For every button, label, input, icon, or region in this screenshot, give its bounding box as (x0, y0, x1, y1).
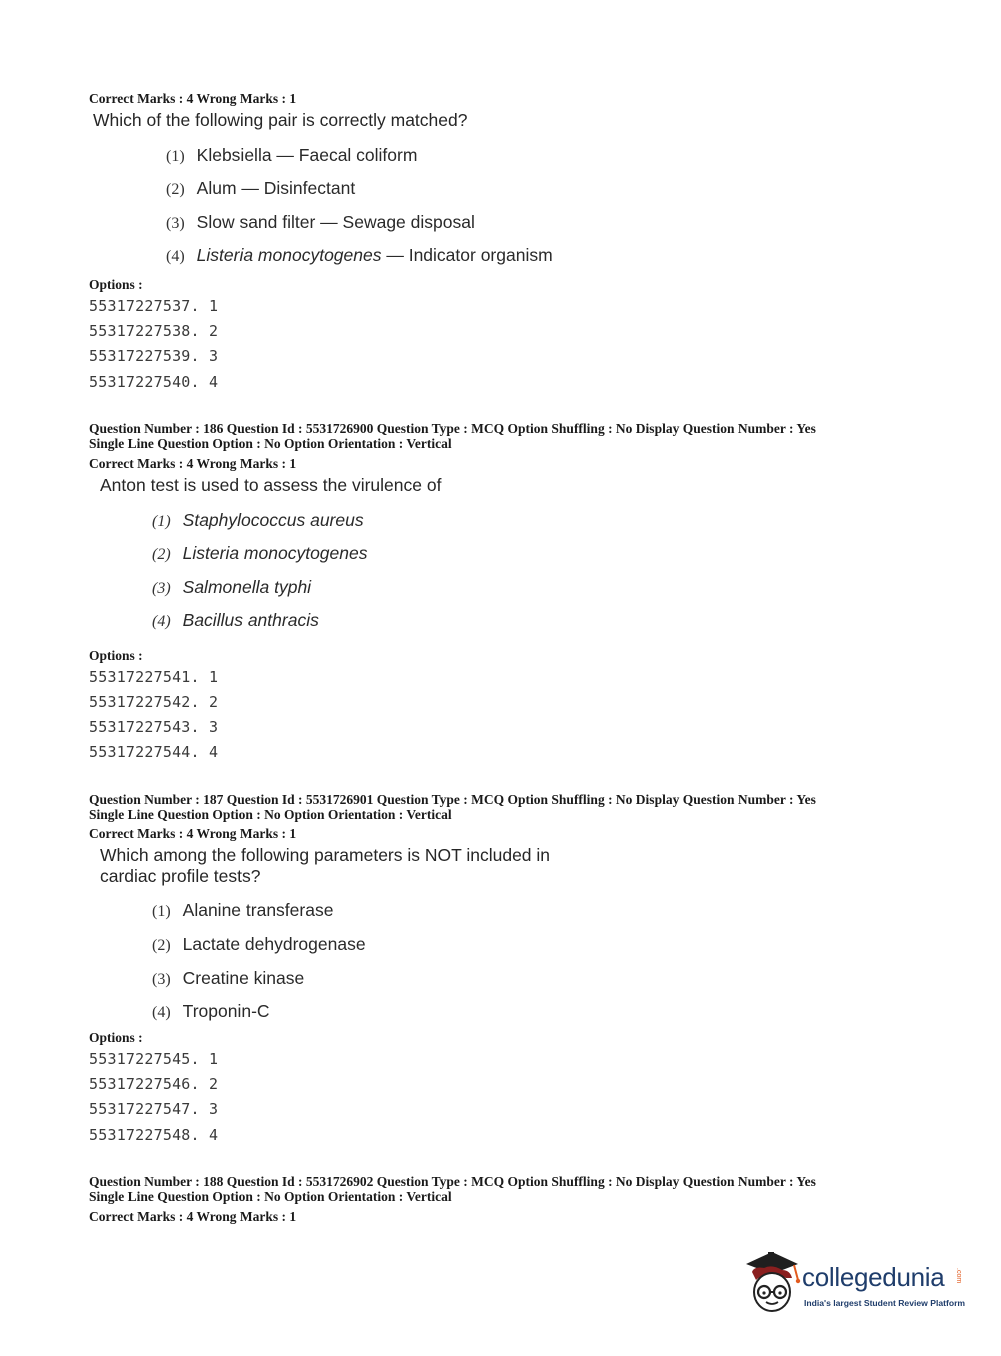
q185-choice-1 (166, 145, 417, 166)
q187-choice-1 (152, 900, 333, 921)
q187-options-label: Options : (89, 1030, 143, 1045)
choice-number: (1) (152, 903, 171, 920)
q186-choice-2 (152, 543, 367, 564)
q186-choice-4 (152, 610, 319, 631)
q185-option-3: 55317227539. 3 (89, 347, 219, 365)
choice-text: Alanine transferase (182, 900, 334, 920)
q186-option-2: 55317227542. 2 (89, 693, 219, 711)
q187-option-2: 55317227546. 2 (89, 1075, 219, 1093)
q185-options-label: Options : (89, 277, 143, 292)
choice-number: (4) (152, 1004, 171, 1021)
choice-text-rest: — Indicator organism (381, 245, 553, 265)
choice-number: (4) (152, 613, 171, 630)
q186-stem: Anton test is used to assess the virulence of (100, 475, 442, 495)
q188-header-line1: Question Number : 188 Question Id : 5531726902 Question Type : MCQ Option Shuffling : No Display Question Number : Yes (89, 1174, 816, 1189)
q187-option-3: 55317227547. 3 (89, 1100, 219, 1118)
q186-marks: Correct Marks : 4 Wrong Marks : 1 (89, 456, 297, 471)
logo-wordmark: collegedunia (802, 1262, 945, 1292)
q186-option-1: 55317227541. 1 (89, 668, 219, 686)
q186-header-line1: Question Number : 186 Question Id : 5531726900 Question Type : MCQ Option Shuffling : No Display Question Number : Yes (89, 421, 816, 436)
q185-option-1: 55317227537. 1 (89, 297, 219, 315)
q185-choice-4 (166, 245, 553, 266)
choice-text: Creatine kinase (182, 968, 305, 988)
choice-text-italic: Listeria monocytogenes (196, 245, 382, 265)
choice-text: Salmonella typhi (182, 577, 312, 597)
q188-marks: Correct Marks : 4 Wrong Marks : 1 (89, 1209, 297, 1224)
q185-marks: Correct Marks : 4 Wrong Marks : 1 (89, 91, 297, 106)
q187-header-line2: Single Line Question Option : No Option Orientation : Vertical (89, 807, 452, 822)
q187-stem-line1: Which among the following parameters is NOT included in (100, 845, 551, 865)
q187-marks: Correct Marks : 4 Wrong Marks : 1 (89, 826, 297, 841)
logo-suffix: .com (955, 1268, 962, 1284)
q187-header-line1: Question Number : 187 Question Id : 5531726901 Question Type : MCQ Option Shuffling : No Display Question Number : Yes (89, 792, 816, 807)
q185-option-4: 55317227540. 4 (89, 373, 219, 391)
q185-choice-2 (166, 178, 355, 199)
logo-tagline: India's largest Student Review Platform (804, 1298, 966, 1308)
q187-choice-2 (152, 934, 366, 955)
choice-number: (3) (152, 971, 171, 988)
q186-header-line2: Single Line Question Option : No Option Orientation : Vertical (89, 436, 452, 451)
choice-number: (2) (166, 181, 185, 198)
q187-choice-4 (152, 1001, 270, 1022)
q186-choice-1 (152, 510, 364, 531)
choice-text: Lactate dehydrogenase (182, 934, 366, 954)
choice-text: Troponin-C (182, 1001, 270, 1021)
q187-choice-3 (152, 968, 304, 989)
q187-option-1: 55317227545. 1 (89, 1050, 219, 1068)
choice-text: Listeria monocytogenes (182, 543, 368, 563)
choice-number: (2) (152, 546, 171, 563)
choice-number: (4) (166, 248, 185, 265)
collegedunia-logo (742, 1248, 972, 1320)
q188-header-line2: Single Line Question Option : No Option Orientation : Vertical (89, 1189, 452, 1204)
q186-option-3: 55317227543. 3 (89, 718, 219, 736)
choice-number: (3) (166, 215, 185, 232)
q185-choice-3 (166, 212, 475, 233)
choice-text: Alum — Disinfectant (196, 178, 356, 198)
q185-option-2: 55317227538. 2 (89, 322, 219, 340)
choice-number: (2) (152, 937, 171, 954)
q186-options-label: Options : (89, 648, 143, 663)
choice-number: (1) (166, 148, 185, 165)
student-mascot-icon (742, 1248, 804, 1320)
choice-text: Bacillus anthracis (182, 610, 319, 630)
q187-option-4: 55317227548. 4 (89, 1126, 219, 1144)
choice-text: Slow sand filter — Sewage disposal (196, 212, 475, 232)
choice-number: (3) (152, 580, 171, 597)
choice-text: Staphylococcus aureus (182, 510, 364, 530)
choice-text: Klebsiella — Faecal coliform (196, 145, 418, 165)
q186-choice-3 (152, 577, 311, 598)
choice-number: (1) (152, 513, 171, 530)
q187-stem-line2: cardiac profile tests? (100, 866, 261, 886)
q185-stem: Which of the following pair is correctly matched? (93, 110, 468, 130)
q186-option-4: 55317227544. 4 (89, 743, 219, 761)
